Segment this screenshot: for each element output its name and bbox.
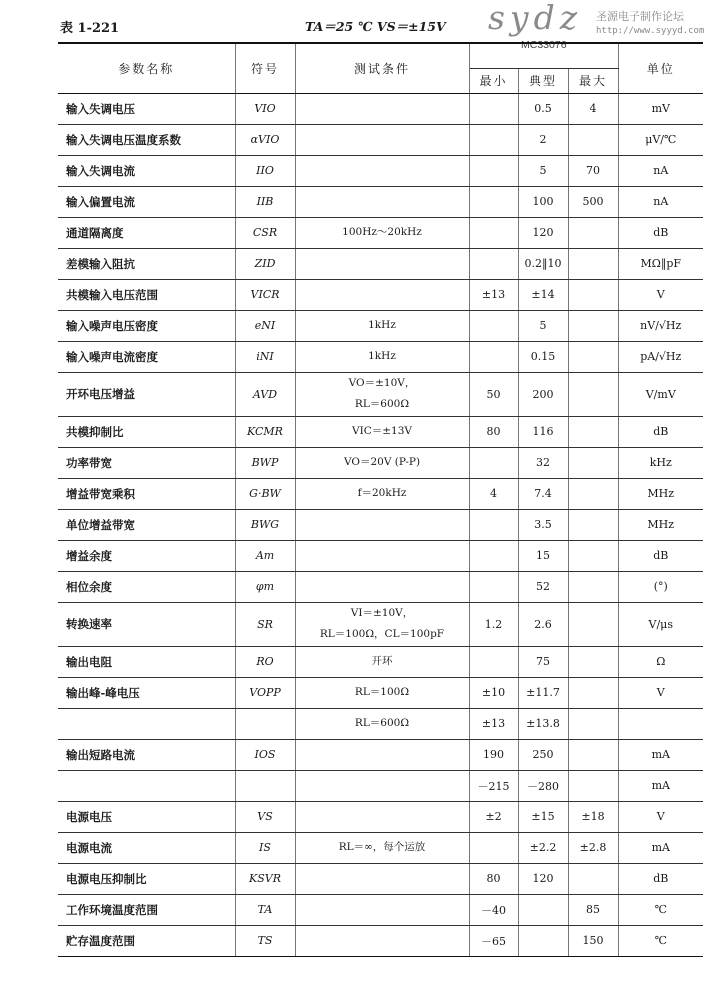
test-condition: f＝20kHz <box>295 478 469 509</box>
unit: mV <box>618 93 703 124</box>
min-value <box>469 341 518 372</box>
min-value <box>469 217 518 248</box>
table-row <box>58 124 703 155</box>
test-condition: RL＝100Ω <box>295 677 469 708</box>
test-condition <box>295 925 469 956</box>
symbol: KCMR <box>235 416 295 447</box>
symbol <box>235 708 295 739</box>
table-row <box>58 571 703 602</box>
min-value: 1.2 <box>469 602 518 646</box>
unit: ℃ <box>618 894 703 925</box>
param-name: 共模抑制比 <box>58 416 235 447</box>
symbol: IS <box>235 832 295 863</box>
test-condition: RL＝600Ω <box>295 708 469 739</box>
symbol: eNI <box>235 310 295 341</box>
typ-value: 0.5 <box>518 93 568 124</box>
typ-value: ±2.2 <box>518 832 568 863</box>
min-value <box>469 509 518 540</box>
spec-table-body <box>58 93 703 956</box>
unit <box>618 708 703 739</box>
unit: V <box>618 279 703 310</box>
max-value: 4 <box>568 93 618 124</box>
symbol: φm <box>235 571 295 602</box>
table-row <box>58 372 703 416</box>
unit: MΩ‖pF <box>618 248 703 279</box>
min-value <box>469 646 518 677</box>
typ-value: 120 <box>518 863 568 894</box>
unit: nA <box>618 155 703 186</box>
table-row <box>58 708 703 739</box>
min-value <box>469 447 518 478</box>
test-condition <box>295 801 469 832</box>
test-condition <box>295 571 469 602</box>
test-condition <box>295 124 469 155</box>
test-condition: 开环 <box>295 646 469 677</box>
max-value: 150 <box>568 925 618 956</box>
table-row <box>58 155 703 186</box>
typ-value: ±14 <box>518 279 568 310</box>
param-name: 电源电压抑制比 <box>58 863 235 894</box>
test-condition <box>295 770 469 801</box>
unit: MHz <box>618 509 703 540</box>
table-row <box>58 186 703 217</box>
unit: ℃ <box>618 925 703 956</box>
test-condition <box>295 372 469 416</box>
param-name: 输出短路电流 <box>58 739 235 770</box>
symbol: BWP <box>235 447 295 478</box>
symbol: CSR <box>235 217 295 248</box>
test-condition: 100Hz～20kHz <box>295 217 469 248</box>
watermark-url: http://www.syyyd.com <box>596 26 705 36</box>
symbol: IIO <box>235 155 295 186</box>
col-header-unit: 单位 <box>618 43 703 93</box>
symbol: iNI <box>235 341 295 372</box>
col-header-min: 最小 <box>469 68 518 93</box>
max-value <box>568 708 618 739</box>
symbol: IOS <box>235 739 295 770</box>
param-name: 输入噪声电压密度 <box>58 310 235 341</box>
param-name: 增益带宽乘积 <box>58 478 235 509</box>
max-value: ±18 <box>568 801 618 832</box>
symbol: VIO <box>235 93 295 124</box>
typ-value: 32 <box>518 447 568 478</box>
param-name: 功率带宽 <box>58 447 235 478</box>
typ-value: ±11.7 <box>518 677 568 708</box>
unit: mA <box>618 832 703 863</box>
symbol: TS <box>235 925 295 956</box>
table-row <box>58 602 703 646</box>
max-value <box>568 677 618 708</box>
test-condition <box>295 540 469 571</box>
typ-value: 15 <box>518 540 568 571</box>
unit: MHz <box>618 478 703 509</box>
typ-value: 75 <box>518 646 568 677</box>
unit: dB <box>618 416 703 447</box>
unit: Ω <box>618 646 703 677</box>
min-value <box>469 310 518 341</box>
col-header-value-group <box>469 43 618 68</box>
col-header-conditions: 测试条件 <box>295 43 469 93</box>
symbol: Am <box>235 540 295 571</box>
param-name: 相位余度 <box>58 571 235 602</box>
min-value <box>469 540 518 571</box>
typ-value: 5 <box>518 155 568 186</box>
part-number: MC33076 <box>521 39 567 51</box>
min-value <box>469 124 518 155</box>
typ-value: ±15 <box>518 801 568 832</box>
table-row <box>58 801 703 832</box>
table-row <box>58 248 703 279</box>
test-condition-line: VI＝±10V， <box>350 607 414 619</box>
min-value: 50 <box>469 372 518 416</box>
param-name: 差模输入阻抗 <box>58 248 235 279</box>
symbol: AVD <box>235 372 295 416</box>
watermark-site-name: 圣源电子制作论坛 <box>596 10 684 23</box>
unit: nV/√Hz <box>618 310 703 341</box>
test-condition <box>295 93 469 124</box>
symbol: αVIO <box>235 124 295 155</box>
symbol: KSVR <box>235 863 295 894</box>
param-name: 输出电阻 <box>58 646 235 677</box>
unit: V <box>618 801 703 832</box>
unit: kHz <box>618 447 703 478</box>
typ-value: 120 <box>518 217 568 248</box>
min-value: 80 <box>469 863 518 894</box>
test-condition: 1kHz <box>295 341 469 372</box>
symbol: G·BW <box>235 478 295 509</box>
unit: V/mV <box>618 372 703 416</box>
min-value <box>469 93 518 124</box>
param-name: 电源电流 <box>58 832 235 863</box>
unit: V/μs <box>618 602 703 646</box>
unit: dB <box>618 540 703 571</box>
test-condition: VIC＝±13V <box>295 416 469 447</box>
test-condition <box>295 602 469 646</box>
min-value <box>469 186 518 217</box>
max-value <box>568 447 618 478</box>
table-row <box>58 832 703 863</box>
typ-value: －280 <box>518 770 568 801</box>
table-conditions: TA＝25 ℃ VS＝±15V <box>305 19 446 34</box>
typ-value: 0.2‖10 <box>518 248 568 279</box>
max-value <box>568 602 618 646</box>
max-value <box>568 416 618 447</box>
test-condition <box>295 894 469 925</box>
unit: pA/√Hz <box>618 341 703 372</box>
max-value <box>568 770 618 801</box>
table-row <box>58 863 703 894</box>
max-value <box>568 739 618 770</box>
param-name: 输入偏置电流 <box>58 186 235 217</box>
max-value <box>568 341 618 372</box>
test-condition <box>295 155 469 186</box>
max-value <box>568 646 618 677</box>
param-name: 共模输入电压范围 <box>58 279 235 310</box>
min-value <box>469 248 518 279</box>
param-name: 通道隔离度 <box>58 217 235 248</box>
max-value: 70 <box>568 155 618 186</box>
test-condition <box>295 509 469 540</box>
test-condition-line: VO＝±10V， <box>348 377 416 389</box>
min-value: 4 <box>469 478 518 509</box>
symbol: TA <box>235 894 295 925</box>
test-condition: VO＝20V (P-P) <box>295 447 469 478</box>
max-value <box>568 571 618 602</box>
watermark-logo: sydz <box>488 0 583 37</box>
max-value: 500 <box>568 186 618 217</box>
test-condition <box>295 186 469 217</box>
param-name: 开环电压增益 <box>58 372 235 416</box>
min-value <box>469 155 518 186</box>
table-row <box>58 739 703 770</box>
min-value: 80 <box>469 416 518 447</box>
max-value: ±2.8 <box>568 832 618 863</box>
test-condition: 1kHz <box>295 310 469 341</box>
param-name: 工作环境温度范围 <box>58 894 235 925</box>
test-condition <box>295 739 469 770</box>
typ-value: 52 <box>518 571 568 602</box>
unit: dB <box>618 863 703 894</box>
max-value <box>568 310 618 341</box>
min-value <box>469 832 518 863</box>
typ-value: ±13.8 <box>518 708 568 739</box>
spec-table <box>58 42 703 957</box>
table-row <box>58 310 703 341</box>
unit: mA <box>618 770 703 801</box>
param-name: 输入噪声电流密度 <box>58 341 235 372</box>
table-row <box>58 677 703 708</box>
max-value <box>568 478 618 509</box>
test-condition-line: RL＝600Ω <box>354 398 410 410</box>
table-row <box>58 217 703 248</box>
test-condition-line: RL＝100Ω，CL＝100pF <box>319 628 445 640</box>
unit: μV/℃ <box>618 124 703 155</box>
test-condition <box>295 279 469 310</box>
unit: V <box>618 677 703 708</box>
table-row <box>58 770 703 801</box>
typ-value: 7.4 <box>518 478 568 509</box>
param-name <box>58 770 235 801</box>
max-value <box>568 217 618 248</box>
col-header-typ: 典型 <box>518 68 568 93</box>
typ-value: 250 <box>518 739 568 770</box>
max-value <box>568 540 618 571</box>
col-header-max: 最大 <box>568 68 618 93</box>
max-value <box>568 863 618 894</box>
min-value: ±13 <box>469 279 518 310</box>
param-name: 输入失调电流 <box>58 155 235 186</box>
symbol: RO <box>235 646 295 677</box>
symbol: BWG <box>235 509 295 540</box>
typ-value <box>518 894 568 925</box>
table-row <box>58 478 703 509</box>
min-value: －40 <box>469 894 518 925</box>
param-name <box>58 708 235 739</box>
table-row <box>58 509 703 540</box>
unit: (°) <box>618 571 703 602</box>
min-value: ±13 <box>469 708 518 739</box>
max-value <box>568 124 618 155</box>
table-row <box>58 447 703 478</box>
unit: dB <box>618 217 703 248</box>
typ-value: 200 <box>518 372 568 416</box>
test-condition <box>295 863 469 894</box>
min-value <box>469 571 518 602</box>
param-name: 贮存温度范围 <box>58 925 235 956</box>
min-value: －65 <box>469 925 518 956</box>
max-value <box>568 248 618 279</box>
unit: nA <box>618 186 703 217</box>
min-value: 190 <box>469 739 518 770</box>
table-number: 表 1-221 <box>60 21 120 36</box>
symbol: VOPP <box>235 677 295 708</box>
table-row <box>58 925 703 956</box>
table-row <box>58 93 703 124</box>
symbol: SR <box>235 602 295 646</box>
max-value <box>568 279 618 310</box>
table-row <box>58 894 703 925</box>
max-value <box>568 372 618 416</box>
typ-value: 2.6 <box>518 602 568 646</box>
max-value <box>568 509 618 540</box>
table-row <box>58 646 703 677</box>
table-row <box>58 416 703 447</box>
min-value: －215 <box>469 770 518 801</box>
max-value: 85 <box>568 894 618 925</box>
symbol: IIB <box>235 186 295 217</box>
typ-value: 5 <box>518 310 568 341</box>
typ-value: 3.5 <box>518 509 568 540</box>
min-value: ±2 <box>469 801 518 832</box>
param-name: 转换速率 <box>58 602 235 646</box>
table-row <box>58 540 703 571</box>
typ-value: 0.15 <box>518 341 568 372</box>
table-row <box>58 341 703 372</box>
typ-value: 2 <box>518 124 568 155</box>
param-name: 增益余度 <box>58 540 235 571</box>
typ-value: 100 <box>518 186 568 217</box>
typ-value <box>518 925 568 956</box>
symbol <box>235 770 295 801</box>
param-name: 电源电压 <box>58 801 235 832</box>
col-header-name: 参数名称 <box>58 43 235 93</box>
typ-value: 116 <box>518 416 568 447</box>
param-name: 输出峰-峰电压 <box>58 677 235 708</box>
symbol: VICR <box>235 279 295 310</box>
unit: mA <box>618 739 703 770</box>
param-name: 单位增益带宽 <box>58 509 235 540</box>
param-name: 输入失调电压 <box>58 93 235 124</box>
param-name: 输入失调电压温度系数 <box>58 124 235 155</box>
test-condition <box>295 248 469 279</box>
test-condition: RL＝∞，每个运放 <box>295 832 469 863</box>
symbol: ZID <box>235 248 295 279</box>
min-value: ±10 <box>469 677 518 708</box>
table-row <box>58 279 703 310</box>
col-header-symbol: 符号 <box>235 43 295 93</box>
symbol: VS <box>235 801 295 832</box>
